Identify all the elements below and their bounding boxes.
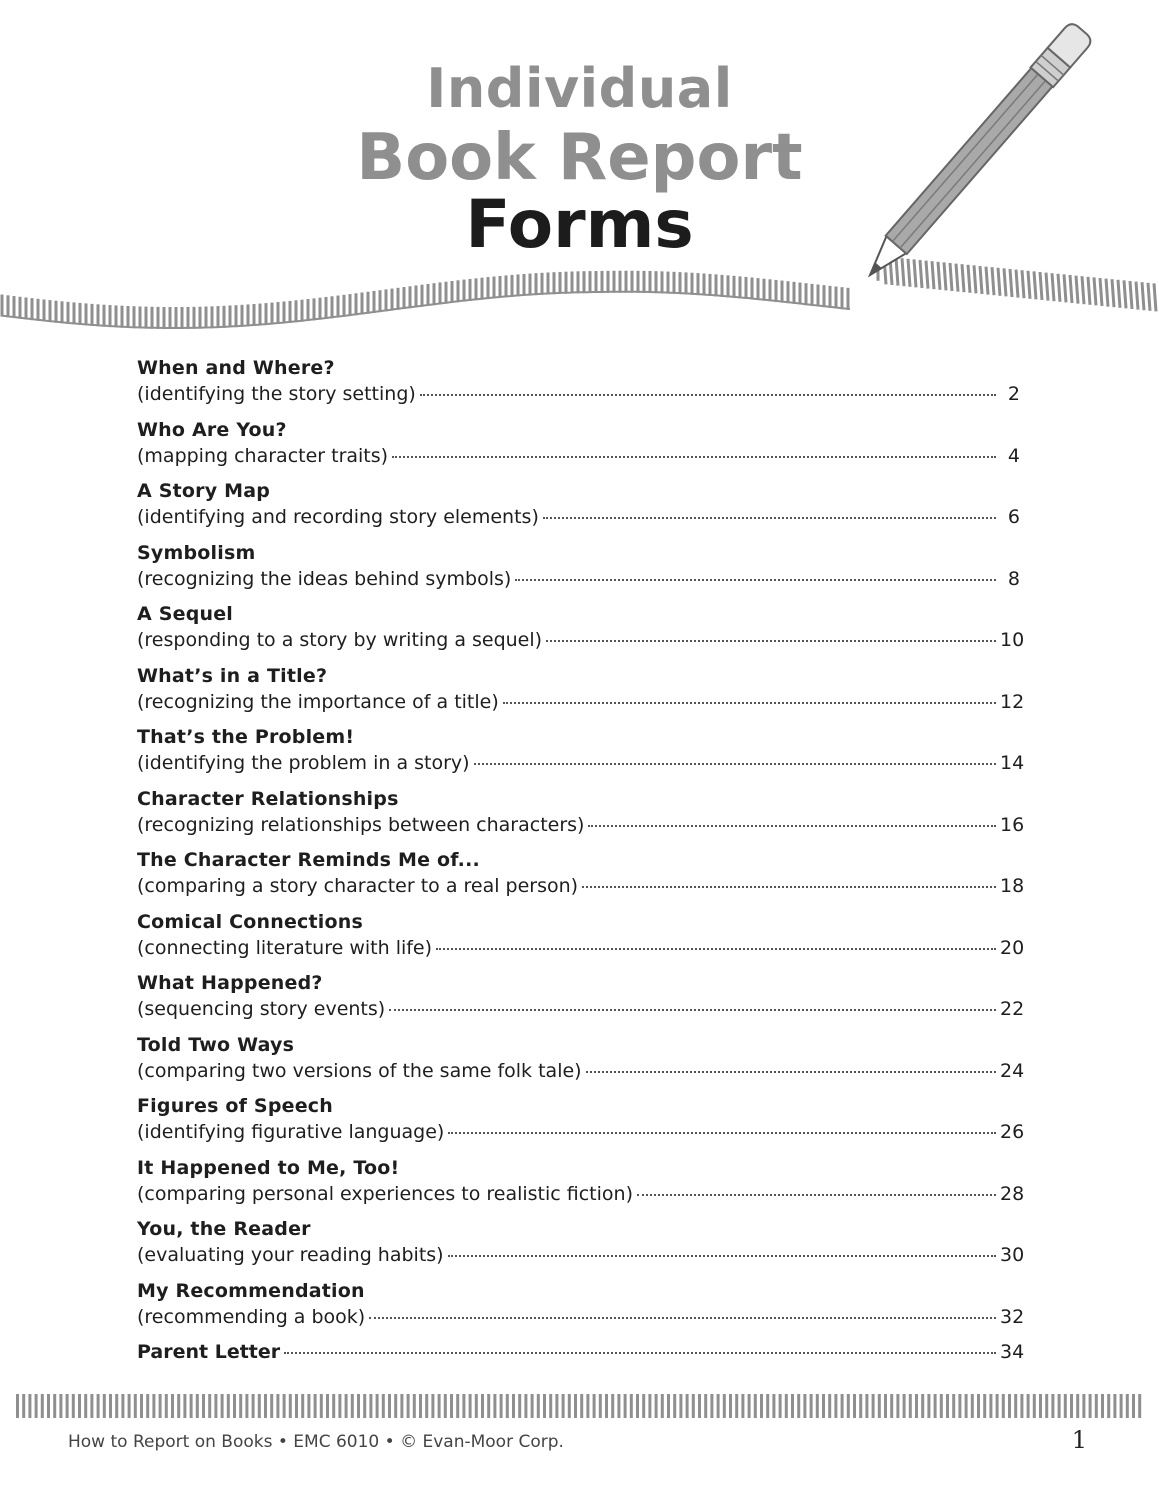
toc-entry-title: It Happened to Me, Too! (137, 1156, 400, 1179)
toc-entry-line (137, 566, 1020, 592)
toc-entry-subtitle: (comparing two versions of the same folk tale) (137, 1059, 582, 1082)
dot-leader (436, 947, 996, 950)
dot-leader (474, 762, 996, 765)
toc-entry-parent-letter (137, 1339, 1025, 1401)
toc-entry-line (137, 443, 1020, 469)
dot-leader (588, 824, 996, 827)
toc-entry-page: 10 (1000, 629, 1025, 651)
toc-entry-line (137, 873, 1025, 899)
toc-entry-page: 18 (1000, 875, 1025, 897)
toc-entry-line (137, 381, 1020, 407)
title-line-individual: Individual (426, 57, 733, 120)
toc-entry-subtitle: (responding to a story by writing a sequel) (137, 629, 543, 651)
dot-leader (448, 1131, 996, 1134)
toc-entry-title: The Character Reminds Me of... (137, 849, 480, 871)
toc-entry-page: 30 (1000, 1244, 1025, 1266)
toc-entry-title: Character Relationships (137, 787, 399, 810)
toc-entry-title: Told Two Ways (137, 1033, 295, 1056)
toc-entry-line (137, 935, 1025, 961)
pencil-wave-illustration (0, 0, 1159, 360)
dot-leader (420, 393, 996, 396)
toc-entry-subtitle: (recommending a book) (137, 1305, 366, 1328)
toc-entry (137, 663, 1025, 725)
toc-entry-page: 32 (1000, 1305, 1025, 1328)
ruler-divider (14, 1394, 1144, 1418)
toc-entry (137, 1155, 1025, 1217)
dot-leader (392, 455, 996, 458)
toc-entry (137, 1032, 1025, 1094)
toc-entry-title: My Recommendation (137, 1279, 365, 1302)
dot-leader (369, 1316, 996, 1319)
dot-leader (448, 1254, 996, 1257)
toc-entry-subtitle: (identifying the problem in a story) (137, 752, 470, 774)
toc-entry-page: 28 (1000, 1182, 1025, 1205)
toc-entry-line (137, 1119, 1025, 1145)
toc-entry (137, 970, 1025, 1032)
toc-entry-line (137, 812, 1025, 838)
toc-entry (137, 1093, 1025, 1155)
toc-entry-page: 4 (1007, 444, 1020, 467)
toc-entry-subtitle: (sequencing story events) (137, 998, 386, 1020)
toc-entry (137, 478, 1020, 540)
dot-leader (515, 578, 996, 581)
toc-entry-title: What’s in a Title? (137, 664, 328, 687)
toc-entry-title: Comical Connections (137, 910, 364, 933)
toc-entry-subtitle: (comparing personal experiences to realistic fiction) (137, 1182, 633, 1205)
toc-entry (137, 601, 1025, 663)
dot-leader (284, 1351, 996, 1354)
dot-leader (543, 516, 996, 519)
toc-entry-page: 2 (1007, 383, 1020, 405)
toc-entry-title: When and Where? (137, 357, 335, 379)
dot-leader (637, 1193, 996, 1196)
toc-entry-subtitle: (evaluating your reading habits) (137, 1244, 444, 1266)
toc-entry-page: 6 (1007, 506, 1020, 528)
toc-entry-page: 26 (1000, 1121, 1025, 1143)
toc-entry-page: 16 (1000, 813, 1025, 836)
toc-entry-line (137, 1181, 1025, 1207)
toc-entry-title: You, the Reader (137, 1218, 311, 1240)
toc-entry-subtitle: (identifying figurative language) (137, 1121, 445, 1143)
toc-entry (137, 724, 1025, 786)
toc-entry-line (137, 504, 1020, 530)
toc-entry-title: A Story Map (137, 480, 271, 502)
toc-entry-subtitle: (recognizing the ideas behind symbols) (137, 567, 512, 590)
footer-credit: How to Report on Books • EMC 6010 • © Evan-Moor Corp. (68, 1432, 564, 1452)
toc-entry-line (137, 627, 1025, 653)
toc-entry-page: 22 (1000, 998, 1025, 1020)
toc-entry (137, 417, 1020, 479)
toc-entry-subtitle: (comparing a story character to a real person) (137, 875, 579, 897)
title-line-book-report: Book Report (356, 121, 803, 195)
title-line-forms: Forms (465, 186, 694, 263)
dot-leader (546, 639, 996, 642)
dot-leader (389, 1008, 996, 1011)
toc-entry (137, 847, 1025, 909)
toc-entry-line (137, 1339, 1025, 1365)
toc-entry-subtitle: (mapping character traits) (137, 444, 389, 467)
toc-entry-page: 12 (1000, 690, 1025, 713)
toc-entry-line (137, 689, 1025, 715)
toc-entry-page: 24 (1000, 1059, 1025, 1082)
dot-leader (586, 1070, 996, 1073)
toc-entry-page: 34 (1000, 1341, 1025, 1363)
toc-entry-page: 20 (1000, 936, 1025, 959)
toc-entry-line (137, 996, 1025, 1022)
page-number: 1 (1071, 1426, 1087, 1454)
toc-entry-page: 14 (1000, 752, 1025, 774)
toc-entry-title: Figures of Speech (137, 1095, 333, 1117)
table-of-contents (137, 355, 1025, 1401)
toc-entry (137, 909, 1025, 971)
toc-entry-line (137, 1304, 1025, 1330)
toc-entry (137, 355, 1020, 417)
toc-entry-title: Who Are You? (137, 418, 287, 441)
toc-entry-title: What Happened? (137, 972, 323, 994)
toc-entry (137, 540, 1020, 602)
toc-entry-page: 8 (1007, 567, 1020, 590)
toc-entry-title: That’s the Problem! (137, 726, 355, 748)
dot-leader (582, 885, 996, 888)
toc-entry (137, 786, 1025, 848)
toc-entry-subtitle: (recognizing the importance of a title) (137, 690, 499, 713)
toc-entry-title: Symbolism (137, 541, 256, 564)
toc-entry-subtitle: (recognizing relationships between characters) (137, 813, 585, 836)
toc-entry-line (137, 750, 1025, 776)
wavy-ruler-decoration (2, 256, 1156, 329)
toc-entry-line (137, 1058, 1025, 1084)
toc-entry-title: A Sequel (137, 603, 234, 625)
pencil-icon (859, 21, 1094, 285)
toc-entry-subtitle: (identifying and recording story elements) (137, 506, 539, 528)
toc-entry-subtitle: (identifying the story setting) (137, 383, 416, 405)
dot-leader (503, 701, 996, 704)
toc-entry (137, 1216, 1025, 1278)
toc-entry-title: Parent Letter (137, 1341, 281, 1363)
toc-entry (137, 1278, 1025, 1340)
toc-entry-subtitle: (connecting literature with life) (137, 936, 433, 959)
toc-entry-line (137, 1242, 1025, 1268)
